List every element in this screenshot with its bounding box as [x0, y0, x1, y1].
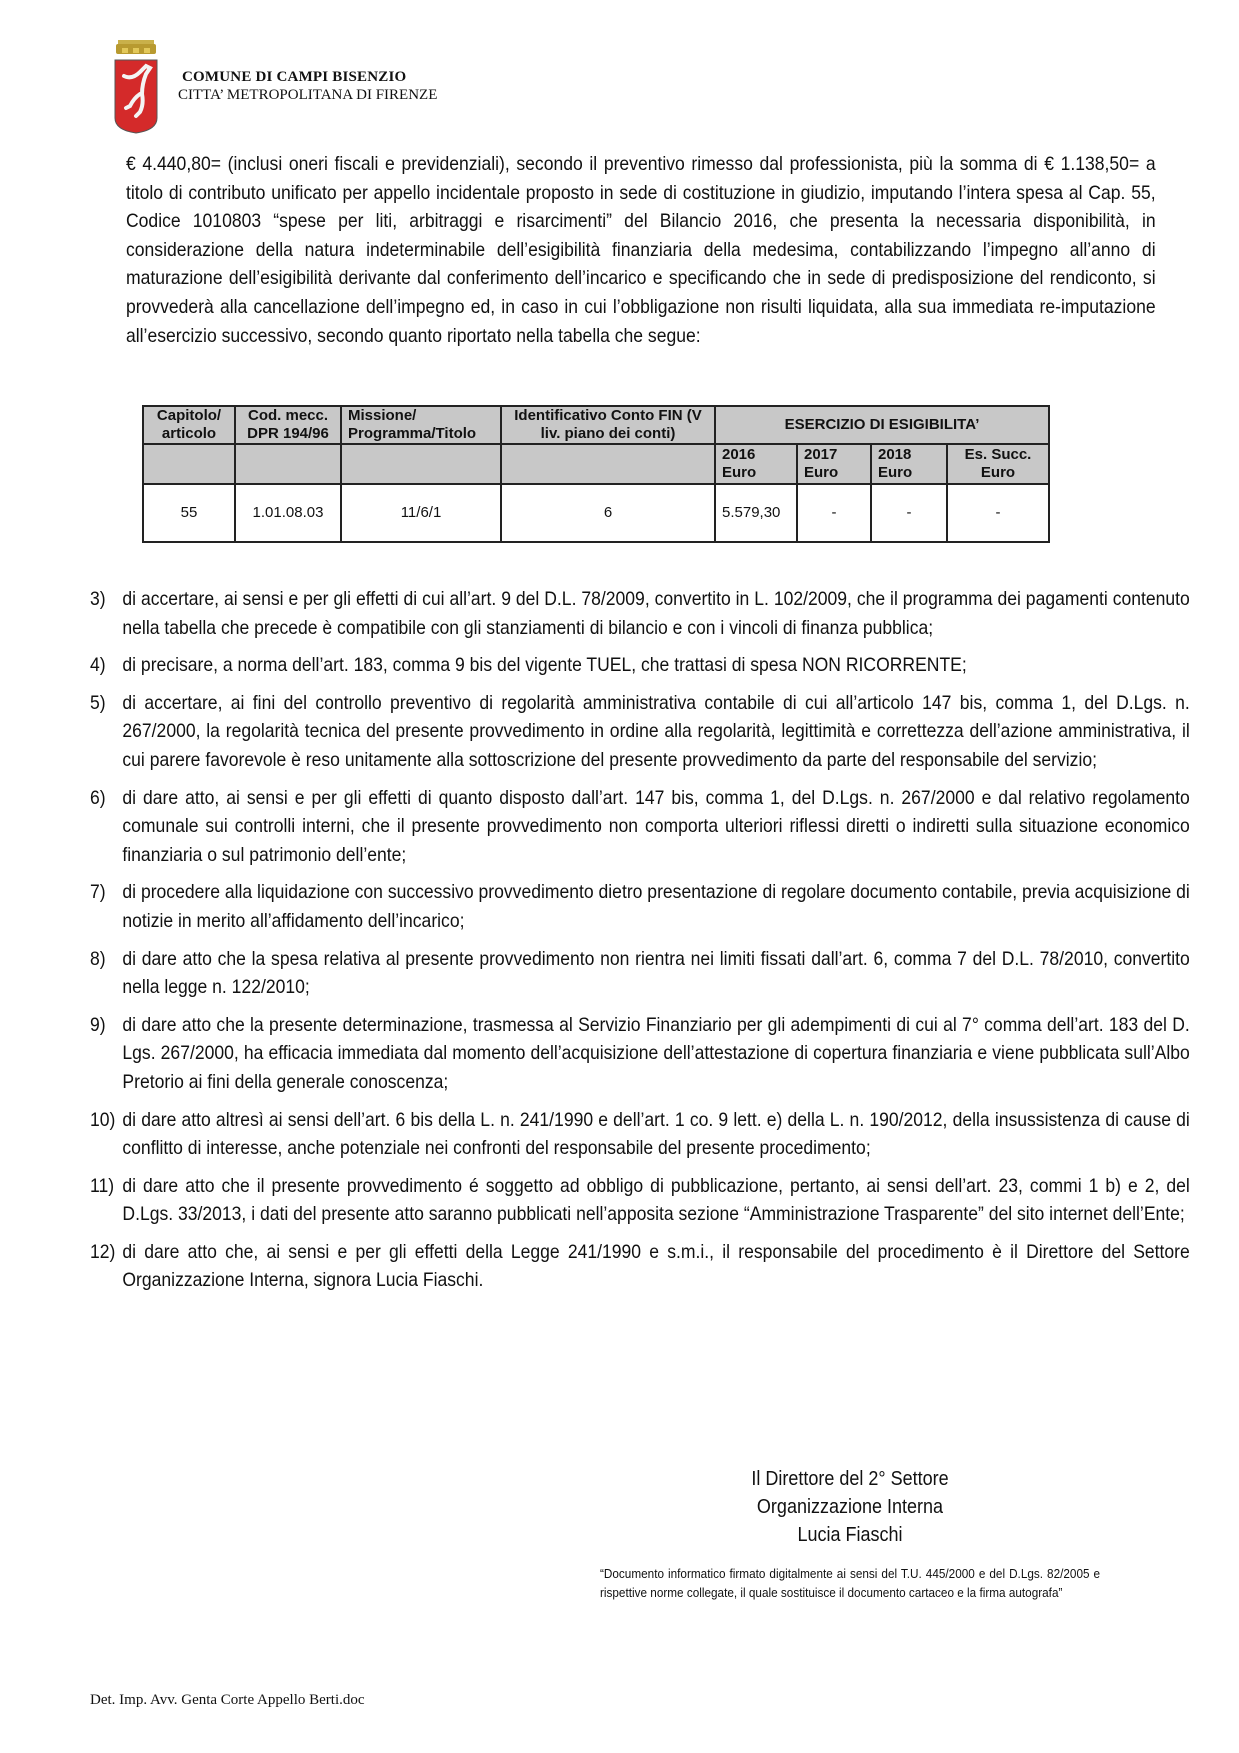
item-number: 12) — [90, 1240, 116, 1263]
item-text: di dare atto che la spesa relativa al presente provvedimento non rientra nei limiti fissati dall’art. 6, comma 7 del D.L. 78/2010, convertito nella legge n. 122/2010; — [122, 947, 1190, 999]
item-text: di dare atto, ai sensi e per gli effetti di quanto disposto dall’art. 147 bis, comma 1, del D.Lgs. n. 267/2000 e dal relativo regolamento comunale sui controlli interni, che il presente provvedimento non comporta ulteriori riflessi diretti o indiretti sulla situazione economico finanziaria o sul patrimonio dell’ente; — [122, 786, 1190, 866]
digital-signature-note: “Documento informatico firmato digitalmente ai sensi del T.U. 445/2000 e del D.Lgs. 82/2005 e rispettive norme collegate, il quale sostituisce il documento cartaceo e la firma autografa” — [600, 1567, 1101, 1600]
header-year: 2017 Euro — [797, 444, 871, 484]
cell-2017: - — [797, 484, 871, 542]
header-year: 2018 Euro — [871, 444, 947, 484]
file-name-footer: Det. Imp. Avv. Genta Corte Appello Berti.doc — [90, 1692, 365, 1708]
cell-cod-mecc: 1.01.08.03 — [235, 484, 341, 542]
empty-cell — [501, 444, 715, 484]
empty-cell — [143, 444, 235, 484]
item-text: di accertare, ai fini del controllo preventivo di regolarità amministrativa contabile di cui all’articolo 147 bis, comma 1, del D.Lgs. n. 267/2000, la regolarità tecnica del presente provvedimento in ordine alla regolarità, legittimità e correttezza dell’azione amministrativa, il cui parere favorevole è reso unitamente alla sottoscrizione del presente provvedimento da parte del responsabile del servizio; — [122, 691, 1190, 771]
item-text: di dare atto che il presente provvedimento é soggetto ad obbligo di pubblicazione, pertanto, ai sensi dell’art. 23, commi 1 b) e 2, del D.Lgs. 33/2013, i dati del presente atto saranno pubblicati nell’apposita sezione “Amministrazione Trasparente” del sito internet dell’Ente; — [122, 1174, 1190, 1226]
table-header-row — [143, 406, 1049, 444]
item-text: di dare atto altresì ai sensi dell’art. 6 bis della L. n. 241/1990 e dell’art. 1 co. 9 lett. e) della L. n. 190/2012, della insussistenza di cause di conflitto di interesse, anche potenziale nei confronti del responsabile del presente procedimento; — [122, 1108, 1190, 1160]
list-item — [90, 1172, 1190, 1229]
header-missione: Missione/ Programma/Titolo — [341, 406, 501, 444]
empty-cell — [235, 444, 341, 484]
org-name: COMUNE DI CAMPI BISENZIO — [182, 69, 407, 85]
item-text: di precisare, a norma dell’art. 183, comma 9 bis del vigente TUEL, che trattasi di spesa NON RICORRENTE; — [122, 654, 967, 677]
organization-name — [178, 68, 438, 104]
cell-missione: 11/6/1 — [341, 484, 501, 542]
header-conto-fin: Identificativo Conto FIN (V liv. piano dei conti) — [501, 406, 715, 444]
list-item — [90, 878, 1190, 935]
org-subtitle: CITTA’ METROPOLITANA DI FIRENZE — [178, 87, 438, 103]
list-item — [90, 1106, 1190, 1163]
cell-capitolo: 55 — [143, 484, 235, 542]
cell-2016: 5.579,30 — [715, 484, 797, 542]
item-number: 5) — [90, 691, 106, 714]
header-esercizio: ESERCIZIO DI ESIGIBILITA’ — [715, 406, 1049, 444]
signer-name: Lucia Fiaschi — [797, 1524, 903, 1546]
list-item — [90, 784, 1190, 870]
header-capitolo: Capitolo/ articolo — [143, 406, 235, 444]
item-number: 7) — [90, 881, 106, 904]
signer-department: Organizzazione Interna — [756, 1496, 944, 1518]
table-row — [143, 484, 1049, 542]
item-number: 10) — [90, 1108, 116, 1131]
item-text: di procedere alla liquidazione con successivo provvedimento dietro presentazione di regolare documento contabile, previa acquisizione di notizie in merito all’affidamento dell’incarico; — [122, 881, 1190, 932]
resolution-list — [90, 585, 1190, 1304]
item-text: di accertare, ai sensi e per gli effetti di cui all’art. 9 del D.L. 78/2009, convertito in L. 102/2009, che il programma dei pagamenti contenuto nella tabella che precede è compatibile con gli stanziamenti di bilancio e con i vincoli di finanza pubblica; — [122, 588, 1190, 639]
item-text: di dare atto che, ai sensi e per gli effetti della Legge 241/1990 e s.m.i., il responsabile del procedimento è il Direttore del Settore Organizzazione Interna, signora Lucia Fiaschi. — [122, 1240, 1190, 1292]
list-item — [90, 1011, 1190, 1097]
intro-paragraph: € 4.440,80= (inclusi oneri fiscali e previdenziali), secondo il preventivo rimesso dal professionista, più la somma di € 1.138,50= a titolo di contributo unificato per appello incidentale proposto in sede di costituzione in giudizio, imputando l’intera spesa al Cap. 55, Codice 1010803 “spese per liti, arbitraggi e risarcimenti” del Bilancio 2016, che presenta la necessaria disponibilità, in considerazione della natura indeterminabile dell’esigibilità finanziaria della medesima, contabilizzando l’impegno all’anno di maturazione dell’esigibilità derivante dal conferimento dell’incarico e specificando che in sede di predisposizione del rendiconto, si provvederà alla cancellazione dell’impegno ed, in caso in cui l’obbligazione non risulti liquidata, alla sua immediata re-imputazione all’esercizio successivo, secondo quanto riportato nella tabella che segue: — [126, 153, 1156, 347]
cell-2018: - — [871, 484, 947, 542]
table-subheader-row — [143, 444, 1049, 484]
item-number: 8) — [90, 947, 106, 970]
list-item — [90, 1238, 1190, 1295]
item-number: 9) — [90, 1013, 106, 1036]
item-number: 11) — [90, 1174, 115, 1197]
item-number: 3) — [90, 588, 106, 610]
cell-conto: 6 — [501, 484, 715, 542]
list-item — [90, 945, 1190, 1002]
header-cod-mecc: Cod. mecc. DPR 194/96 — [235, 406, 341, 444]
item-text: di dare atto che la presente determinazione, trasmessa al Servizio Finanziario per gli adempimenti di cui al 7° comma dell’art. 183 del D. Lgs. 267/2000, ha efficacia immediata dal momento dell’acquisizione dell’attestazione di copertura finanziaria e viene pubblicata sull’Albo Pretorio ai fini della generale conoscenza; — [122, 1013, 1190, 1093]
budget-table — [142, 405, 1050, 543]
header-year: Es. Succ. Euro — [947, 444, 1049, 484]
signer-title: Il Direttore del 2° Settore — [751, 1468, 949, 1490]
list-item — [90, 651, 1190, 680]
list-item — [90, 689, 1190, 775]
coat-of-arms-icon — [112, 38, 160, 134]
list-item — [90, 585, 1190, 642]
signature-block — [715, 1465, 985, 1549]
item-number: 4) — [90, 654, 106, 677]
item-number: 6) — [90, 786, 106, 809]
cell-es-succ: - — [947, 484, 1049, 542]
header-year: 2016 Euro — [715, 444, 797, 484]
empty-cell — [341, 444, 501, 484]
